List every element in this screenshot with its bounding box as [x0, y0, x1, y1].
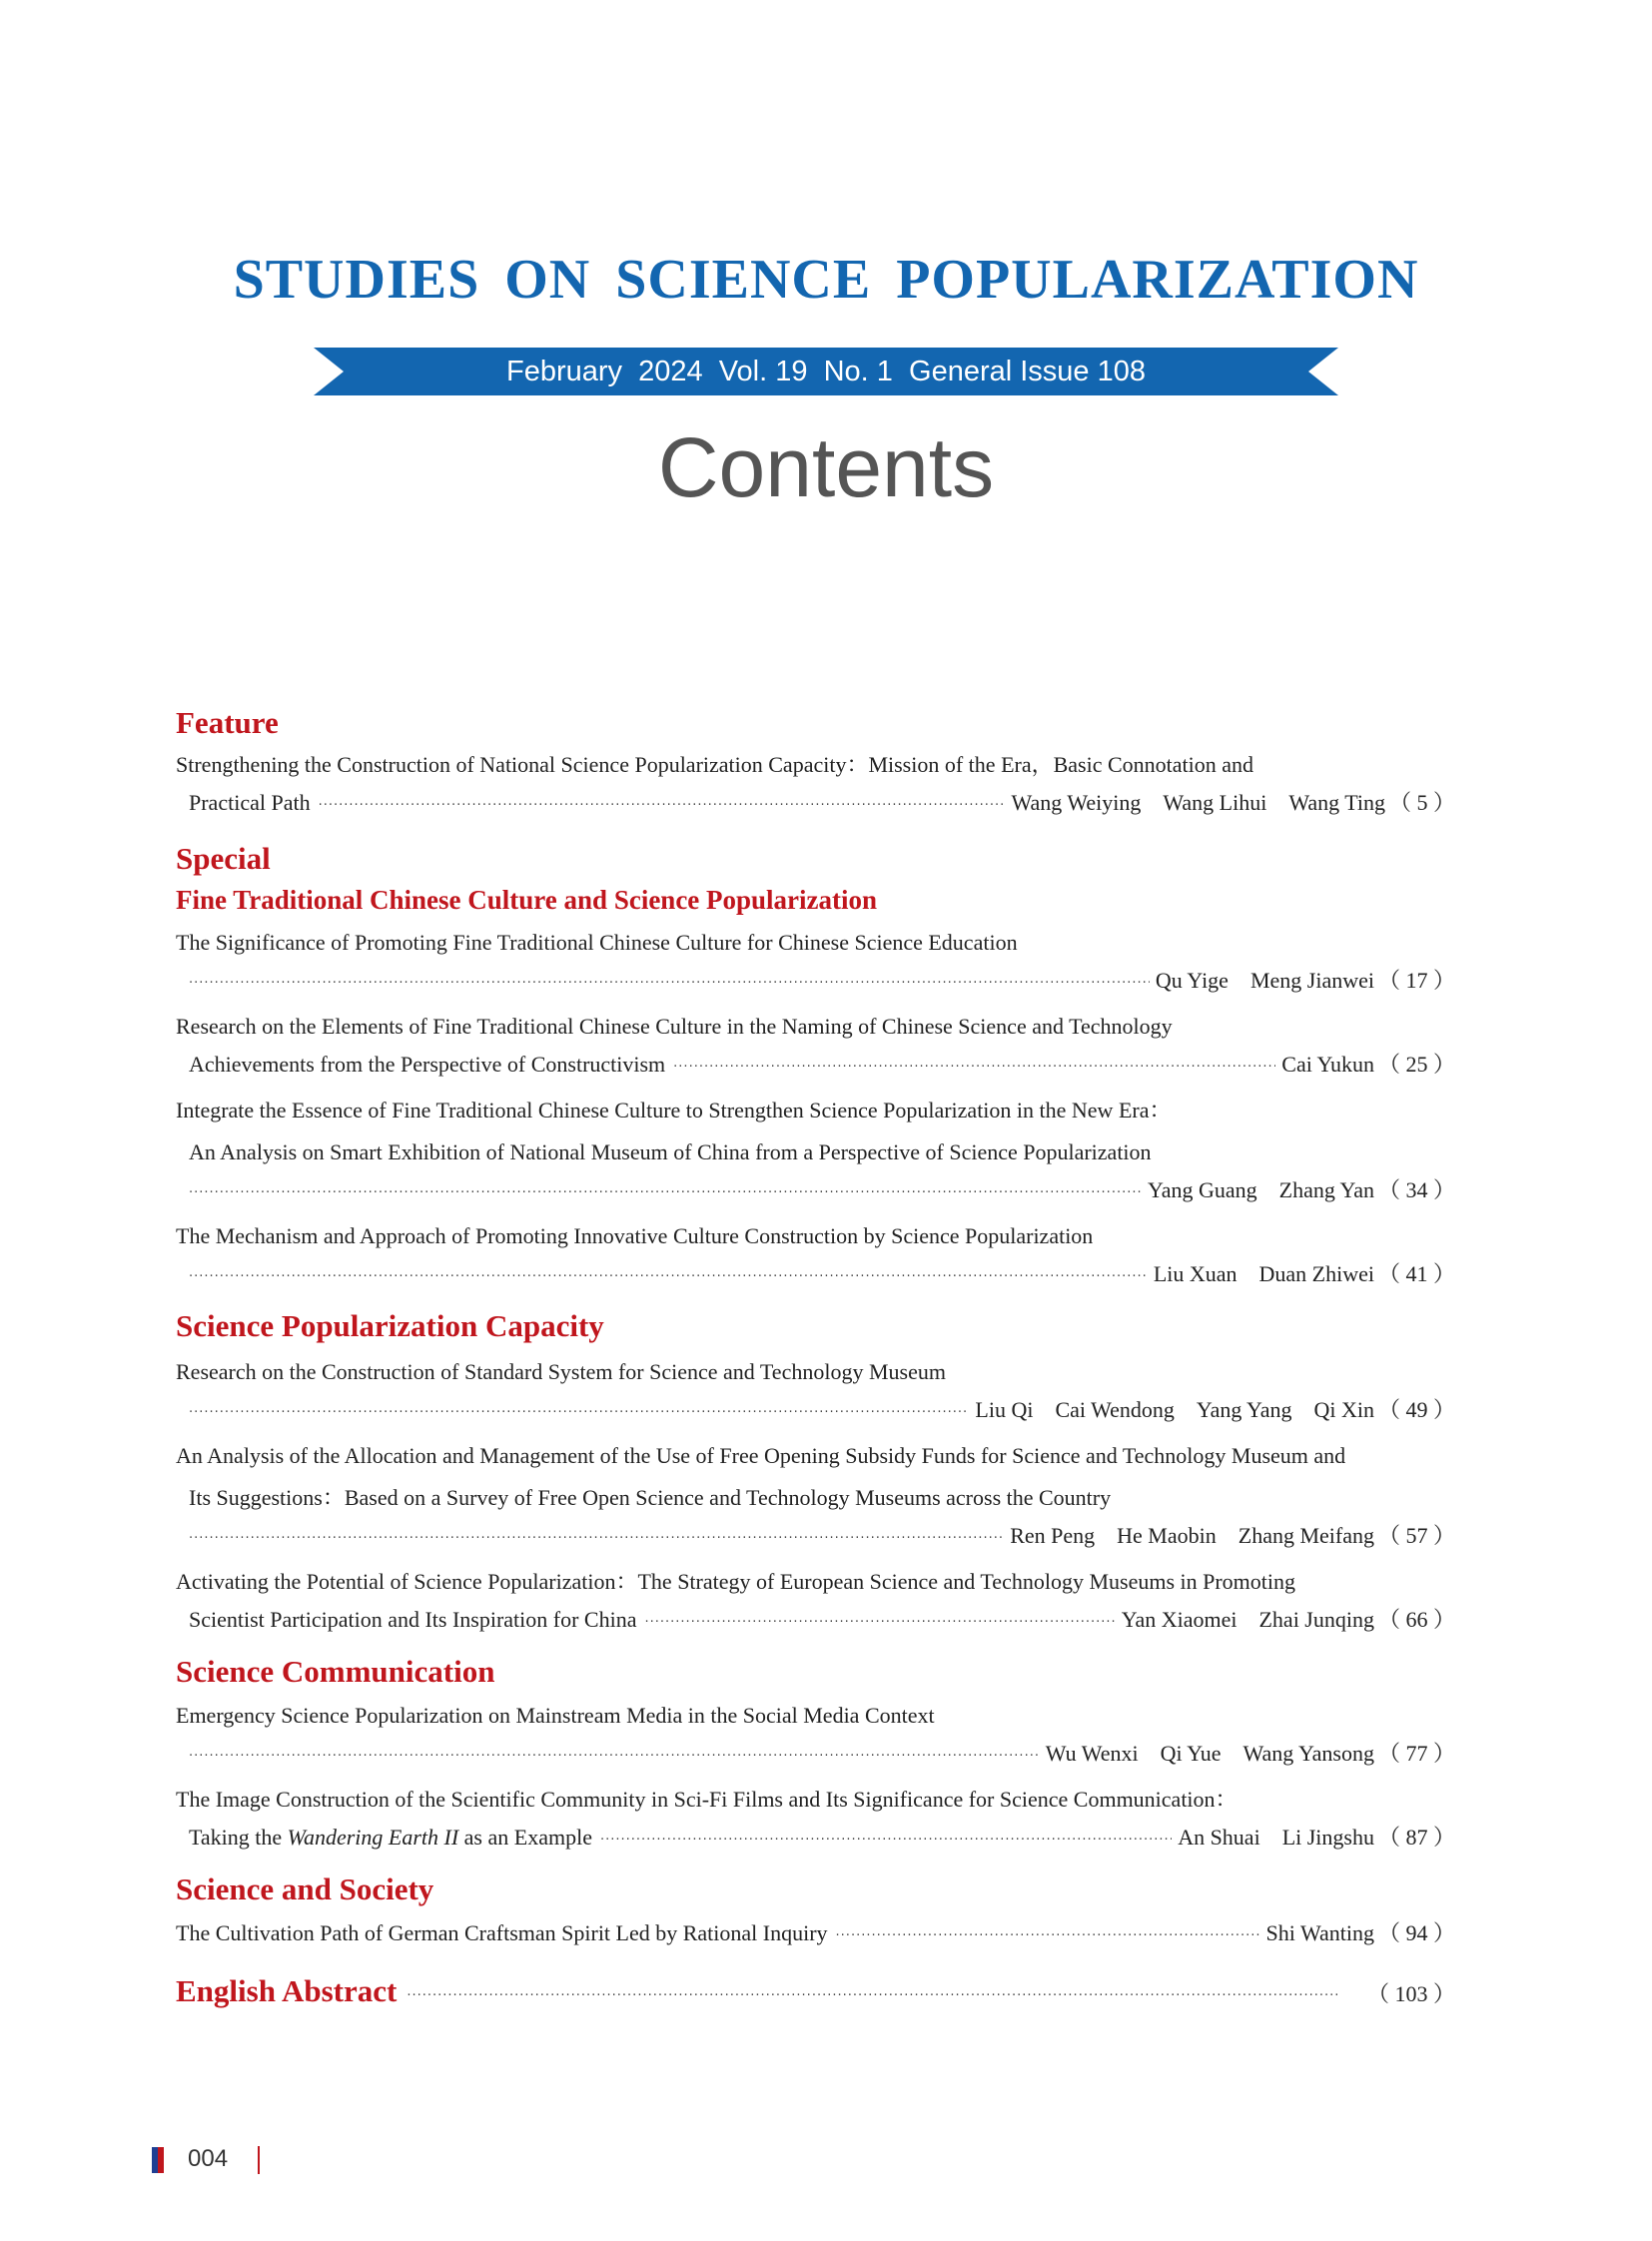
author: An Shuai: [1178, 1825, 1260, 1850]
author: Yang Yang: [1196, 1397, 1292, 1422]
author: Meng Jianwei: [1249, 968, 1374, 993]
page-number: 004: [188, 2145, 229, 2172]
toc-entry-row: [189, 1822, 1455, 1852]
author: Cai Yukun: [1281, 1052, 1374, 1077]
toc-entry-title-line: Achievements from the Perspective of Constructivism: [189, 1052, 666, 1077]
toc-entry-title-line: The Cultivation Path of German Craftsman Spirit Led by Rational Inquiry: [176, 1920, 828, 1945]
toc-authors: [1142, 1176, 1374, 1204]
leader-dots: [644, 1612, 1115, 1634]
film-title: Wandering Earth II: [287, 1825, 459, 1850]
toc-authors: [1275, 1051, 1374, 1079]
toc-entry-row: [189, 1258, 1455, 1288]
toc-entry-row: [176, 1917, 1455, 1947]
toc-entry-row: [189, 1394, 1455, 1424]
author: Qu Yige: [1155, 968, 1229, 993]
toc-page-number: （ 103 ）: [1366, 1981, 1455, 2006]
leader-dots: [673, 1057, 1275, 1079]
author: Qi Xin: [1313, 1397, 1374, 1422]
footer-divider: [258, 2146, 260, 2174]
toc-entry-title-line: An Analysis on Smart Exhibition of National Museum of China from a Perspective of Science Popularization: [189, 1139, 1152, 1164]
section-heading-english-abstract: English Abstract: [176, 1973, 398, 2008]
toc-entry-title-line: [189, 1824, 600, 1852]
author: Ren Peng: [1010, 1523, 1096, 1548]
toc-page-number: （ 17 ）: [1377, 968, 1455, 993]
author: Shi Wanting: [1265, 1920, 1374, 1945]
author: He Maobin: [1117, 1523, 1217, 1548]
author: Zhang Yan: [1278, 1177, 1374, 1202]
toc-entry-row: [189, 1174, 1455, 1204]
toc-entry-title-line: Strengthening the Construction of National Science Popularization Capacity：Mission of the Era，Basic Connotation and: [176, 752, 1254, 777]
leader-dots: [189, 1402, 969, 1424]
toc-page-number: （ 25 ）: [1377, 1052, 1455, 1077]
toc-entry-row: [189, 965, 1455, 995]
toc-authors: [1148, 1260, 1374, 1288]
section-heading-society: Science and Society: [176, 1871, 434, 1906]
section-heading-special: Special: [176, 841, 271, 876]
author: Wu Wenxi: [1045, 1741, 1139, 1766]
author: Yan Xiaomei: [1121, 1607, 1238, 1632]
toc-page-number: （ 41 ）: [1377, 1261, 1455, 1286]
contents-heading: Contents: [657, 420, 995, 514]
leader-dots: [189, 973, 1150, 995]
toc-entry-title-line: The Significance of Promoting Fine Traditional Chinese Culture for Chinese Science Education: [176, 930, 1018, 955]
journal-title: STUDIES ON SCIENCE POPULARIZATION: [233, 249, 1419, 311]
leader-dots: [189, 1746, 1040, 1768]
leader-dots: [189, 1266, 1148, 1288]
author: Liu Xuan: [1153, 1261, 1238, 1286]
subsection-heading: Fine Traditional Chinese Culture and Science Popularization: [176, 885, 878, 915]
footer-mark-red: [158, 2147, 164, 2173]
toc-entry-row: [189, 1520, 1455, 1550]
toc-authors: [1116, 1606, 1374, 1634]
toc-entry-title-line: Activating the Potential of Science Popularization：The Strategy of European Science and Technology Museums in Promoting: [176, 1569, 1296, 1594]
title-text: as an Example: [458, 1825, 592, 1850]
issue-info: February 2024 Vol. 19 No. 1 General Issue 108: [506, 356, 1146, 387]
toc-authors: [1006, 789, 1385, 817]
toc-page-number: （ 94 ）: [1377, 1920, 1455, 1945]
leader-dots: [836, 1925, 1260, 1947]
toc-authors: [1150, 967, 1374, 995]
author: Zhang Meifang: [1238, 1523, 1374, 1548]
footer-color-mark: [152, 2147, 164, 2173]
section-heading-feature: Feature: [176, 705, 279, 740]
toc-entry-row: [189, 1738, 1455, 1768]
author: Qi Yue: [1160, 1741, 1222, 1766]
leader-dots: [319, 795, 1006, 817]
title-text: Taking the: [189, 1825, 288, 1850]
toc-entry-title-line: Its Suggestions：Based on a Survey of Free Open Science and Technology Museums across the Country: [189, 1485, 1112, 1510]
author: Duan Zhiwei: [1258, 1261, 1374, 1286]
toc-page-number: （ 49 ）: [1377, 1397, 1455, 1422]
toc-entry-row: [189, 787, 1455, 817]
toc-page-number: （ 34 ）: [1377, 1177, 1455, 1202]
toc-authors: [1004, 1522, 1374, 1550]
author: Wang Yansong: [1242, 1741, 1374, 1766]
toc-entry-title-line: Research on the Construction of Standard System for Science and Technology Museum: [176, 1359, 946, 1384]
toc-entry-title-line: Scientist Participation and Its Inspiration for China: [189, 1607, 637, 1632]
author: Wang Lihui: [1163, 790, 1267, 815]
toc-entry-row: [189, 1604, 1455, 1634]
toc-entry-title-line: Emergency Science Popularization on Mainstream Media in the Social Media Context: [176, 1703, 935, 1728]
toc-authors: [1040, 1740, 1374, 1768]
section-heading-capacity: Science Popularization Capacity: [176, 1308, 604, 1343]
issue-banner: [314, 348, 1338, 395]
toc-entry-title-line: An Analysis of the Allocation and Management of the Use of Free Opening Subsidy Funds for Science and Technology Museum and: [176, 1443, 1346, 1468]
author: Liu Qi: [975, 1397, 1034, 1422]
leader-dots: [189, 1528, 1004, 1550]
toc-entry-title-line: Research on the Elements of Fine Traditional Chinese Culture in the Naming of Chinese Science and Technology: [176, 1014, 1173, 1039]
toc-entry-title-line: The Image Construction of the Scientific Community in Sci-Fi Films and Its Significance for Science Communication：: [176, 1787, 1238, 1812]
toc-authors: [1260, 1919, 1374, 1947]
toc-authors: [969, 1396, 1374, 1424]
toc-page-number: （ 77 ）: [1377, 1741, 1455, 1766]
leader-dots: [407, 1983, 1337, 2009]
leader-dots: [600, 1830, 1172, 1852]
author: Wang Ting: [1288, 790, 1385, 815]
toc-entry-title-line: Integrate the Essence of Fine Traditional Chinese Culture to Strengthen Science Popularization in the New Era：: [176, 1098, 1172, 1122]
toc-entry-row: [176, 1969, 1455, 2009]
author: Yang Guang: [1148, 1177, 1257, 1202]
toc-page-number: （ 5 ）: [1388, 790, 1455, 815]
author: Zhai Junqing: [1258, 1607, 1374, 1632]
toc-authors: [1172, 1824, 1374, 1852]
toc-page-number: （ 87 ）: [1377, 1825, 1455, 1850]
section-heading-communication: Science Communication: [176, 1654, 495, 1689]
author: Li Jingshu: [1281, 1825, 1374, 1850]
author: Wang Weiying: [1011, 790, 1142, 815]
toc-page-number: （ 57 ）: [1377, 1523, 1455, 1548]
toc-entry-title-line: The Mechanism and Approach of Promoting Innovative Culture Construction by Science Popularization: [176, 1223, 1094, 1248]
author: Cai Wendong: [1055, 1397, 1175, 1422]
leader-dots: [189, 1182, 1142, 1204]
toc-entry-row: [189, 1049, 1455, 1079]
toc-page-number: （ 66 ）: [1377, 1607, 1455, 1632]
toc-entry-title-line: Practical Path: [189, 790, 311, 815]
